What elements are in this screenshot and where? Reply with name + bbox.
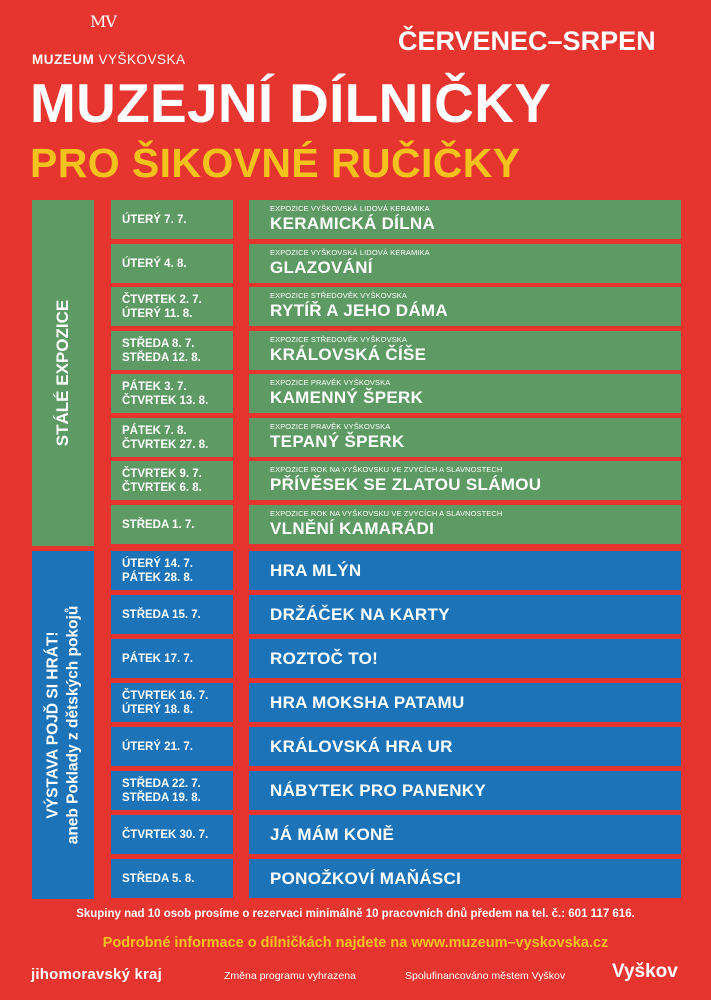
- cofinanced-note: Spolufinancováno městem Vyškov: [405, 970, 566, 982]
- row-dates: [111, 200, 233, 239]
- poster-subtitle: PRO ŠIKOVNÉ RUČIČKY: [30, 140, 521, 186]
- row-activity: [249, 461, 681, 500]
- row-workshop-name: JÁ MÁM KONĚ: [270, 824, 395, 844]
- schedule-row: [111, 331, 681, 370]
- schedule-row: [111, 287, 681, 326]
- info-link-text: Podrobné informace o dílničkách najdete na www.muzeum–vyskovska.cz: [102, 935, 609, 951]
- row-date: ÚTERÝ 21. 7.: [122, 740, 193, 753]
- row-date: PÁTEK 28. 8.: [122, 571, 193, 584]
- row-exposition: EXPOZICE PRAVĚK VYŠKOVSKA: [270, 422, 391, 431]
- row-workshop-name: TEPANÝ ŠPERK: [270, 432, 405, 451]
- row-dates: [111, 244, 233, 283]
- row-workshop-name: KAMENNÝ ŠPERK: [270, 388, 424, 407]
- row-date: PÁTEK 3. 7.: [122, 380, 187, 393]
- schedule-row: [111, 551, 681, 590]
- row-date: ÚTERÝ 11. 8.: [122, 307, 193, 320]
- logo-mark: MV: [90, 12, 116, 31]
- row-date: ČTVRTEK 16. 7.: [122, 689, 209, 702]
- section-label-exhibition-line1: VÝSTAVA POJĎ SI HRÁT!: [44, 631, 61, 819]
- row-dates: [111, 461, 233, 500]
- row-date: ČTVRTEK 2. 7.: [122, 293, 202, 306]
- row-workshop-name: KERAMICKÁ DÍLNA: [270, 214, 436, 233]
- row-workshop-name: KRÁLOVSKÁ ČÍŠE: [270, 345, 427, 364]
- section-label-exhibition-line2: aneb Poklady z dětských pokojů: [64, 605, 81, 845]
- row-activity: [249, 505, 681, 544]
- row-workshop-name: HRA MOKSHA PATAMU: [270, 692, 465, 712]
- row-activity: [249, 287, 681, 326]
- poster-title: MUZEJNÍ DÍLNIČKY: [30, 72, 552, 134]
- schedule-row: [111, 639, 681, 678]
- row-workshop-name: PONOŽKOVÍ MAŇÁSCI: [270, 868, 462, 888]
- schedule-row: [111, 374, 681, 413]
- row-activity: [249, 244, 681, 283]
- schedule-row: [111, 859, 681, 898]
- schedule-row: [111, 418, 681, 457]
- row-dates: [111, 551, 233, 590]
- section-exhibition: [32, 551, 94, 899]
- row-workshop-name: KRÁLOVSKÁ HRA UR: [270, 736, 453, 756]
- row-date: ČTVRTEK 13. 8.: [122, 394, 209, 407]
- region-logo: jihomoravský kraj: [31, 966, 162, 983]
- row-workshop-name: ROZTOČ TO!: [270, 648, 379, 668]
- row-activity: [249, 331, 681, 370]
- row-exposition: EXPOZICE STŘEDOVĚK VYŠKOVSKA: [270, 335, 408, 344]
- row-workshop-name: VLNĚNÍ KAMARÁDI: [270, 519, 435, 538]
- row-dates: [111, 595, 233, 634]
- row-dates: [111, 683, 233, 722]
- row-dates: [111, 859, 233, 898]
- row-exposition: EXPOZICE VYŠKOVSKÁ LIDOVÁ KERAMIKA: [270, 248, 430, 257]
- program-change-note: Změna programu vyhrazena: [224, 970, 356, 982]
- section-label-exhibition: [43, 606, 83, 845]
- reservation-note: Skupiny nad 10 osob prosíme o rezervaci minimálně 10 pracovních dnů předem na tel. č.: 601 117 616.: [76, 908, 635, 920]
- row-activity: [249, 771, 681, 810]
- row-date: ÚTERÝ 4. 8.: [122, 257, 187, 270]
- row-workshop-name: DRŽÁČEK NA KARTY: [270, 604, 450, 624]
- row-activity: [249, 683, 681, 722]
- row-date: ÚTERÝ 18. 8.: [122, 703, 193, 716]
- row-activity: [249, 815, 681, 854]
- row-date: ČTVRTEK 27. 8.: [122, 438, 209, 451]
- row-dates: [111, 374, 233, 413]
- row-date: ČTVRTEK 6. 8.: [122, 481, 202, 494]
- city-logo: Vyškov: [612, 961, 678, 982]
- row-date: STŘEDA 5. 8.: [122, 872, 195, 885]
- schedule-row: [111, 727, 681, 766]
- row-activity: [249, 551, 681, 590]
- schedule-row: [111, 505, 681, 544]
- row-workshop-name: GLAZOVÁNÍ: [270, 258, 373, 277]
- row-date: PÁTEK 17. 7.: [122, 652, 193, 665]
- row-activity: [249, 639, 681, 678]
- row-activity: [249, 727, 681, 766]
- row-date: STŘEDA 8. 7.: [122, 337, 195, 350]
- row-workshop-name: NÁBYTEK PRO PANENKY: [270, 780, 487, 800]
- row-workshop-name: HRA MLÝN: [270, 560, 362, 580]
- row-date: PÁTEK 7. 8.: [122, 424, 187, 437]
- schedule-row: [111, 683, 681, 722]
- row-dates: [111, 418, 233, 457]
- row-activity: [249, 200, 681, 239]
- row-activity: [249, 859, 681, 898]
- museum-logo: [28, 12, 188, 68]
- row-exposition: EXPOZICE ROK NA VYŠKOVSKU VE ZVYCÍCH A SLAVNOSTECH: [270, 509, 503, 518]
- schedule-row: [111, 595, 681, 634]
- row-exposition: EXPOZICE STŘEDOVĚK VYŠKOVSKA: [270, 291, 408, 300]
- schedule-row: [111, 771, 681, 810]
- row-activity: [249, 595, 681, 634]
- row-date: STŘEDA 12. 8.: [122, 351, 201, 364]
- row-date: STŘEDA 1. 7.: [122, 518, 195, 531]
- schedule-row: [111, 461, 681, 500]
- logo-name-bold: MUZEUM: [32, 52, 95, 67]
- schedule-row: [111, 815, 681, 854]
- row-dates: [111, 331, 233, 370]
- row-dates: [111, 505, 233, 544]
- row-activity: [249, 418, 681, 457]
- row-workshop-name: RYTÍŘ A JEHO DÁMA: [270, 301, 448, 320]
- section-permanent-expositions: [32, 200, 94, 546]
- period-label: ČERVENEC–SRPEN: [398, 26, 656, 56]
- row-activity: [249, 374, 681, 413]
- row-date: ČTVRTEK 9. 7.: [122, 467, 202, 480]
- row-exposition: EXPOZICE PRAVĚK VYŠKOVSKA: [270, 378, 391, 387]
- row-date: STŘEDA 22. 7.: [122, 777, 201, 790]
- row-dates: [111, 771, 233, 810]
- schedule-row: [111, 244, 681, 283]
- row-date: ÚTERÝ 14. 7.: [122, 557, 193, 570]
- row-date: STŘEDA 19. 8.: [122, 791, 201, 804]
- logo-name-rest: VYŠKOVSKA: [94, 52, 186, 67]
- row-exposition: EXPOZICE VYŠKOVSKÁ LIDOVÁ KERAMIKA: [270, 204, 430, 213]
- row-date: ÚTERÝ 7. 7.: [122, 213, 187, 226]
- row-dates: [111, 815, 233, 854]
- row-dates: [111, 727, 233, 766]
- row-workshop-name: PŘÍVĚSEK SE ZLATOU SLÁMOU: [270, 475, 542, 494]
- row-dates: [111, 287, 233, 326]
- row-date: ČTVRTEK 30. 7.: [122, 828, 209, 841]
- section-label-permanent: STÁLÉ EXPOZICE: [53, 299, 73, 447]
- row-date: STŘEDA 15. 7.: [122, 608, 201, 621]
- row-exposition: EXPOZICE ROK NA VYŠKOVSKU VE ZVYCÍCH A SLAVNOSTECH: [270, 465, 503, 474]
- schedule-row: [111, 200, 681, 239]
- row-dates: [111, 639, 233, 678]
- logo-name: [32, 52, 186, 67]
